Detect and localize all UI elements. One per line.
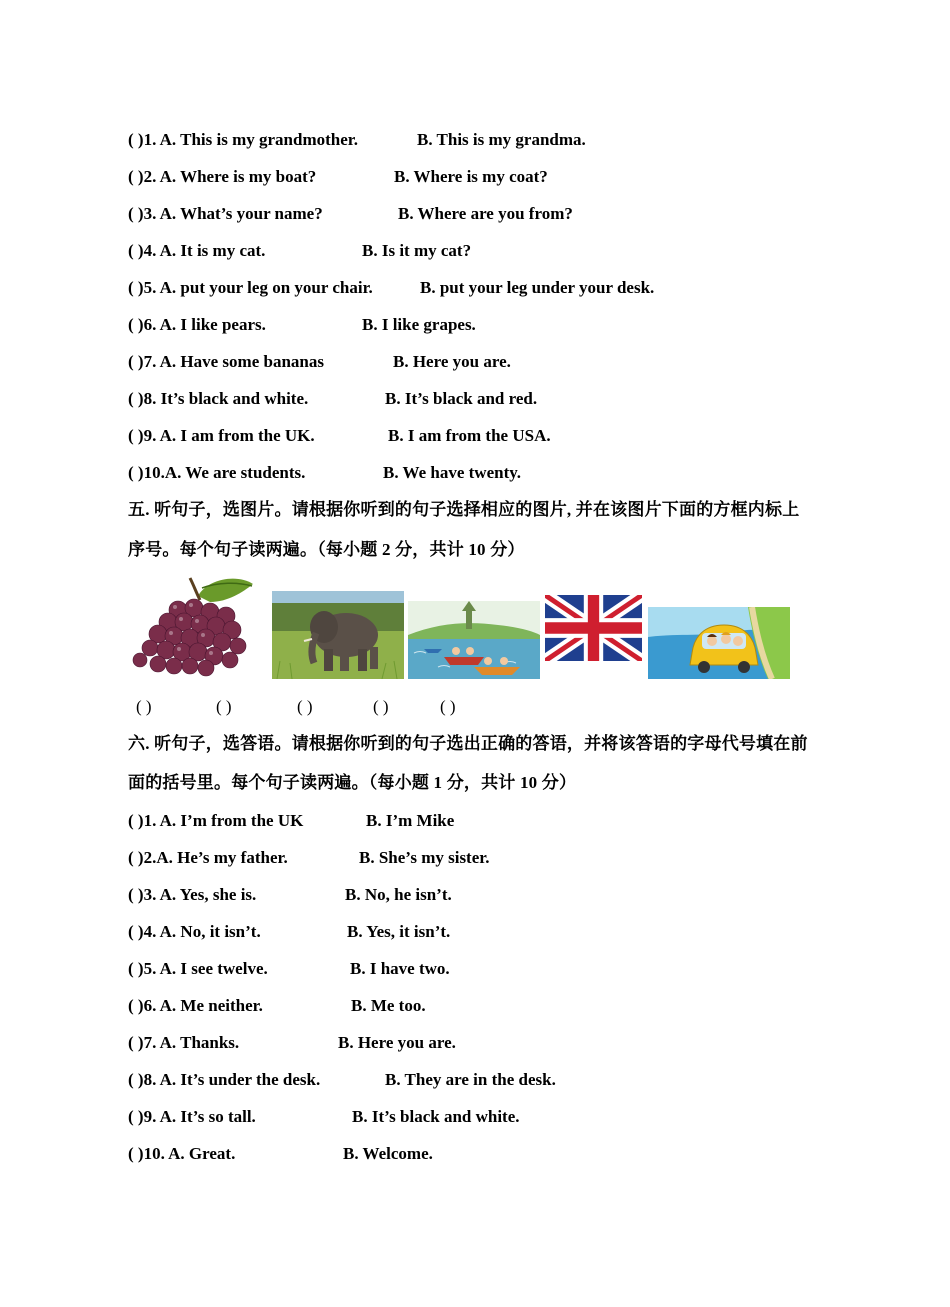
option-b: B. Here you are. [393,352,511,371]
option-a: ( )10.A. We are students. [128,463,306,482]
option-a: ( )3. A. Yes, she is. [128,885,257,904]
car-image [648,607,790,679]
answer-bracket-3[interactable]: ( ) [297,697,313,716]
option-a: ( )7. A. Thanks. [128,1033,240,1052]
option-a: ( )6. A. I like pears. [128,315,266,334]
option-a: ( )6. A. Me neither. [128,996,263,1015]
answer-bracket-1[interactable]: ( ) [136,697,152,716]
answer-bracket-5[interactable]: ( ) [440,697,456,716]
section6-heading-line1: 六. 听句子，选答语。请根据你听到的句子选出正确的答语，并将该答语的字母代号填在前 [128,734,808,753]
option-a: ( )8. A. It’s under the desk. [128,1070,321,1089]
section5-heading-line1: 五. 听句子，选图片。请根据你听到的句子选择相应的图片, 并在该图片下面的方框内标上 [128,500,800,519]
option-b: B. We have twenty. [383,463,522,482]
boating-image [408,601,540,679]
option-b: B. Where are you from? [398,204,573,223]
option-b: B. It’s black and white. [352,1107,520,1126]
option-b: B. Where is my coat? [394,167,548,186]
option-b: B. put your leg under your desk. [420,278,655,297]
elephant-image [272,591,404,679]
option-b: B. Here you are. [338,1033,456,1052]
option-a: ( )8. It’s black and white. [128,389,309,408]
option-b: B. I am from the USA. [388,426,551,445]
option-a: ( )4. A. It is my cat. [128,241,266,260]
option-b: B. Welcome. [343,1144,433,1163]
option-b: B. Me too. [351,996,426,1015]
option-a: ( )9. A. It’s so tall. [128,1107,256,1126]
option-b: B. Is it my cat? [362,241,472,260]
option-b: B. She’s my sister. [359,848,490,867]
option-a: ( )5. A. I see twelve. [128,959,268,978]
option-a: ( )3. A. What’s your name? [128,204,323,223]
answer-bracket-2[interactable]: ( ) [216,697,232,716]
option-a: ( )9. A. I am from the UK. [128,426,315,445]
option-a: ( )2. A. Where is my boat? [128,167,317,186]
option-b: B. It’s black and red. [385,389,538,408]
option-b: B. This is my grandma. [417,130,586,149]
option-a: ( )2.A. He’s my father. [128,848,288,867]
option-a: ( )4. A. No, it isn’t. [128,922,261,941]
option-b: B. I have two. [350,959,450,978]
option-a: ( )1. A. I’m from the UK [128,811,304,830]
uk-flag-image [545,595,642,661]
option-a: ( )10. A. Great. [128,1144,236,1163]
option-b: B. Yes, it isn’t. [347,922,451,941]
option-b: B. No, he isn’t. [345,885,452,904]
option-b: B. They are in the desk. [385,1070,556,1089]
option-b: B. I like grapes. [362,315,476,334]
option-a: ( )1. A. This is my grandmother. [128,130,358,149]
section5-heading-line2: 序号。每个句子读两遍。（每小题 2 分，共计 10 分） [128,540,525,559]
answer-bracket-4[interactable]: ( ) [373,697,389,716]
option-a: ( )7. A. Have some bananas [128,352,324,371]
option-b: B. I’m Mike [366,811,455,830]
grapes-image [128,574,266,680]
section6-heading-line2: 面的括号里。每个句子读两遍。（每小题 1 分，共计 10 分） [128,773,577,792]
option-a: ( )5. A. put your leg on your chair. [128,278,373,297]
